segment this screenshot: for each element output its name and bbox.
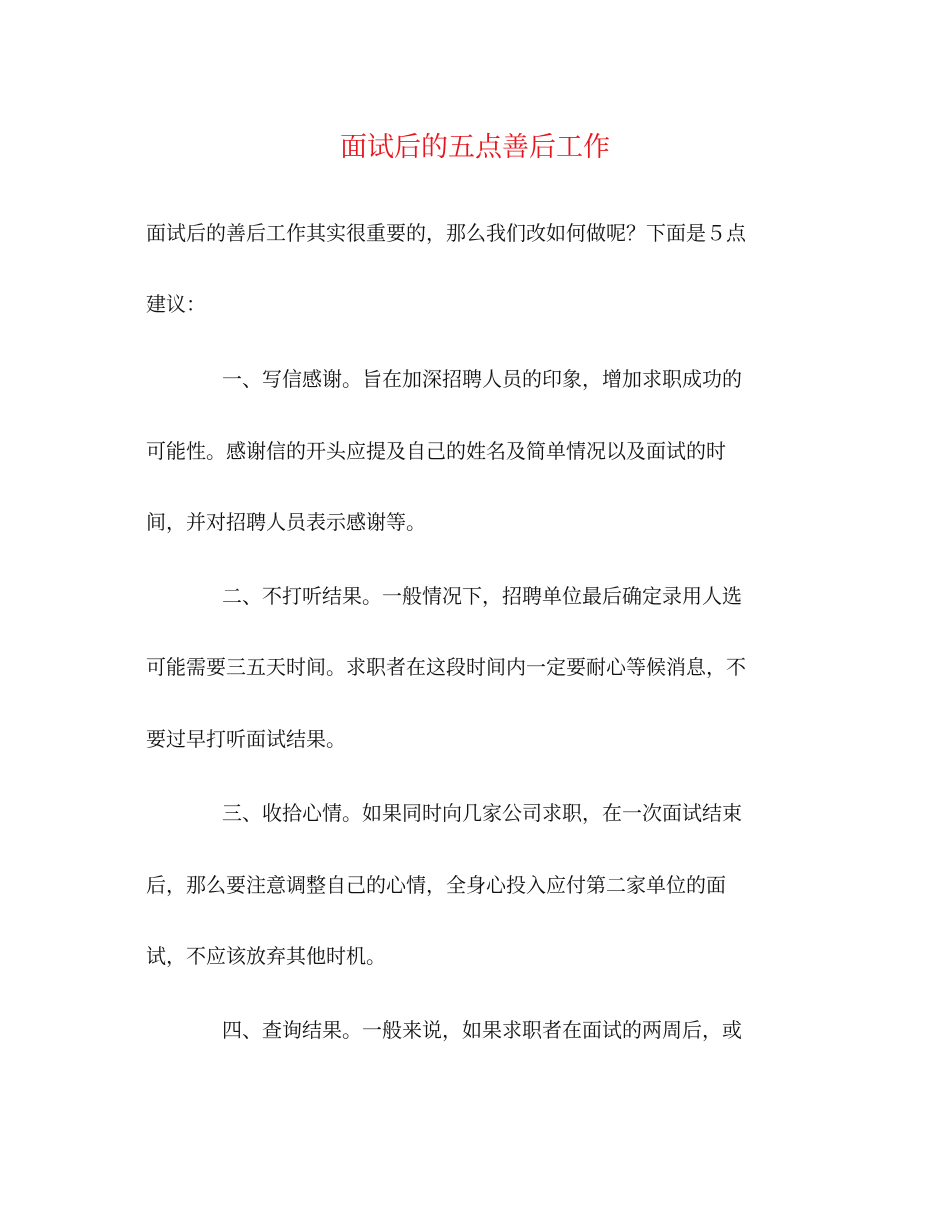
- point-4-line-1: 四、查询结果。一般来说，如果求职者在面试的两周后，或: [222, 1018, 742, 1042]
- intro-line-1: 面试后的善后工作其实很重要的，那么我们改如何做呢？下面是５点: [146, 221, 746, 245]
- point-2-line-1: 二、不打听结果。一般情况下，招聘单位最后确定录用人选: [222, 584, 742, 608]
- point-1-line-1: 一、写信感谢。旨在加深招聘人员的印象，增加求职成功的: [222, 367, 742, 391]
- point-1-line-2: 可能性。感谢信的开头应提及自己的姓名及简单情况以及面试的时: [146, 439, 726, 463]
- point-3-line-1: 三、收拾心情。如果同时向几家公司求职，在一次面试结束: [222, 801, 742, 825]
- point-2-line-2: 可能需要三五天时间。求职者在这段时间内一定要耐心等候消息，不: [146, 655, 746, 679]
- document-title: 面试后的五点善后工作: [340, 132, 610, 163]
- point-3-line-3: 试，不应该放弃其他时机。: [146, 944, 386, 968]
- point-2-line-3: 要过早打听面试结果。: [146, 727, 346, 751]
- intro-line-2: 建议：: [146, 292, 206, 316]
- point-1-line-3: 间，并对招聘人员表示感谢等。: [146, 510, 426, 534]
- point-3-line-2: 后，那么要注意调整自己的心情，全身心投入应付第二家单位的面: [146, 873, 726, 897]
